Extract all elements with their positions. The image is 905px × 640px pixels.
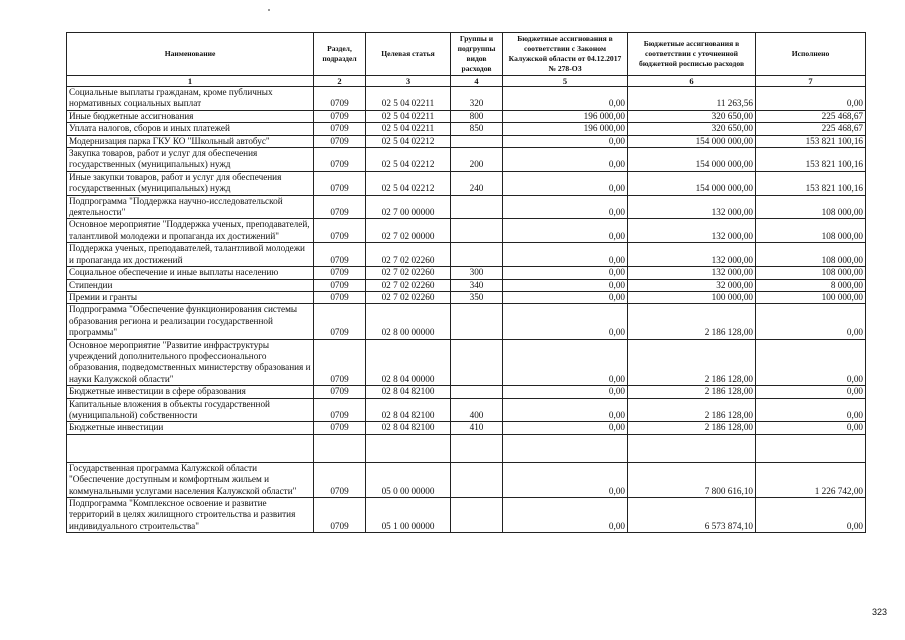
table-row <box>67 304 866 339</box>
cell-section: 0709 <box>314 291 366 303</box>
col-number: 3 <box>366 76 451 87</box>
cell-target: 02 8 04 82100 <box>366 398 451 422</box>
col-number: 7 <box>756 76 866 87</box>
cell-section: 0709 <box>314 148 366 172</box>
cell-refined: 132 000,00 <box>628 267 756 279</box>
cell-law: 0,00 <box>503 195 628 219</box>
cell-section: 0709 <box>314 195 366 219</box>
cell-refined: 132 000,00 <box>628 219 756 243</box>
column-number-row <box>67 76 866 87</box>
table-row <box>67 110 866 122</box>
cell-executed: 8 000,00 <box>756 279 866 291</box>
cell-target: 02 5 04 02211 <box>366 110 451 122</box>
cell-target: 02 8 00 00000 <box>366 304 451 339</box>
cell-name: Закупка товаров, работ и услуг для обеспечения государственных (муниципальных) нужд <box>67 148 314 172</box>
cell-executed: 108 000,00 <box>756 195 866 219</box>
cell-group: 340 <box>451 279 503 291</box>
cell-law: 0,00 <box>503 386 628 398</box>
table-row <box>67 195 866 219</box>
table-row <box>67 171 866 195</box>
cell-name: Поддержка ученых, преподавателей, талантливой молодежи и пропаганда их достижений <box>67 243 314 267</box>
cell-name: Стипендии <box>67 279 314 291</box>
cell-law: 196 000,00 <box>503 110 628 122</box>
cell-target: 02 5 04 02212 <box>366 171 451 195</box>
cell-target: 02 7 02 02260 <box>366 279 451 291</box>
cell-section: 0709 <box>314 110 366 122</box>
cell-name: Премии и гранты <box>67 291 314 303</box>
spacer-cell <box>314 434 366 462</box>
cell-name: Социальное обеспечение и иные выплаты населению <box>67 267 314 279</box>
cell-executed: 100 000,00 <box>756 291 866 303</box>
cell-group <box>451 498 503 533</box>
table-row <box>67 498 866 533</box>
cell-law: 0,00 <box>503 87 628 111</box>
table-row <box>67 267 866 279</box>
cell-section: 0709 <box>314 462 366 497</box>
cell-executed: 0,00 <box>756 422 866 434</box>
cell-section: 0709 <box>314 123 366 135</box>
spacer-cell <box>628 434 756 462</box>
cell-section: 0709 <box>314 87 366 111</box>
header-row <box>67 33 866 76</box>
col-number: 5 <box>503 76 628 87</box>
cell-target: 02 8 04 00000 <box>366 339 451 386</box>
cell-executed: 0,00 <box>756 398 866 422</box>
cell-refined: 132 000,00 <box>628 243 756 267</box>
table-row <box>67 219 866 243</box>
table-row <box>67 339 866 386</box>
cell-name: Социальные выплаты гражданам, кроме публичных нормативных социальных выплат <box>67 87 314 111</box>
table-row <box>67 386 866 398</box>
cell-name: Государственная программа Калужской области "Обеспечение доступным и комфортным жильем и коммунальными услугами населения Калужской области" <box>67 462 314 497</box>
cell-law: 0,00 <box>503 243 628 267</box>
spacer-cell <box>756 434 866 462</box>
cell-law: 0,00 <box>503 291 628 303</box>
cell-target: 02 7 02 02260 <box>366 267 451 279</box>
cell-section: 0709 <box>314 422 366 434</box>
cell-name: Подпрограмма "Обеспечение функционирования системы образования региона и реализации государственной программы" <box>67 304 314 339</box>
table-row <box>67 291 866 303</box>
cell-section: 0709 <box>314 243 366 267</box>
cell-name: Бюджетные инвестиции в сфере образования <box>67 386 314 398</box>
cell-group <box>451 195 503 219</box>
cell-law: 0,00 <box>503 279 628 291</box>
cell-executed: 108 000,00 <box>756 243 866 267</box>
cell-group <box>451 462 503 497</box>
scan-speck <box>268 9 270 11</box>
cell-target: 02 5 04 02211 <box>366 123 451 135</box>
cell-refined: 6 573 874,10 <box>628 498 756 533</box>
cell-target: 02 7 00 00000 <box>366 195 451 219</box>
cell-target: 02 8 04 82100 <box>366 386 451 398</box>
cell-executed: 225 468,67 <box>756 123 866 135</box>
cell-group: 410 <box>451 422 503 434</box>
cell-section: 0709 <box>314 398 366 422</box>
cell-refined: 320 650,00 <box>628 110 756 122</box>
cell-refined: 2 186 128,00 <box>628 304 756 339</box>
cell-refined: 100 000,00 <box>628 291 756 303</box>
cell-target: 05 0 00 00000 <box>366 462 451 497</box>
table-body <box>67 87 866 533</box>
cell-target: 02 7 02 02260 <box>366 291 451 303</box>
cell-group: 350 <box>451 291 503 303</box>
budget-table <box>66 32 866 533</box>
cell-name: Бюджетные инвестиции <box>67 422 314 434</box>
table-row <box>67 148 866 172</box>
col-number: 1 <box>67 76 314 87</box>
cell-group: 300 <box>451 267 503 279</box>
col-number: 6 <box>628 76 756 87</box>
cell-name: Основное мероприятие "Поддержка ученых, преподавателей, талантливой молодежи и пропаганда их достижений" <box>67 219 314 243</box>
cell-executed: 153 821 100,16 <box>756 135 866 147</box>
table-row <box>67 398 866 422</box>
cell-group <box>451 339 503 386</box>
spacer-cell <box>503 434 628 462</box>
cell-section: 0709 <box>314 304 366 339</box>
cell-refined: 154 000 000,00 <box>628 135 756 147</box>
cell-executed: 108 000,00 <box>756 219 866 243</box>
table-row <box>67 243 866 267</box>
col-header-groups: Группы и подгруппы видов расходов <box>451 33 503 76</box>
cell-law: 0,00 <box>503 398 628 422</box>
cell-law: 0,00 <box>503 462 628 497</box>
cell-group: 400 <box>451 398 503 422</box>
cell-executed: 0,00 <box>756 304 866 339</box>
cell-section: 0709 <box>314 498 366 533</box>
cell-law: 0,00 <box>503 339 628 386</box>
cell-law: 0,00 <box>503 498 628 533</box>
cell-target: 02 7 02 00000 <box>366 219 451 243</box>
spacer-cell <box>67 434 314 462</box>
table-row <box>67 123 866 135</box>
cell-name: Основное мероприятие "Развитие инфраструктуры учреждений дополнительного профессионального образования, подведомственных министерству образования и науки Калужской области" <box>67 339 314 386</box>
col-header-target: Целевая статья <box>366 33 451 76</box>
cell-target: 02 7 02 02260 <box>366 243 451 267</box>
cell-name: Капитальные вложения в объекты государственной (муниципальной) собственности <box>67 398 314 422</box>
cell-group: 320 <box>451 87 503 111</box>
cell-law: 0,00 <box>503 135 628 147</box>
cell-target: 02 5 04 02212 <box>366 148 451 172</box>
table-row <box>67 422 866 434</box>
cell-executed: 0,00 <box>756 498 866 533</box>
cell-refined: 2 186 128,00 <box>628 422 756 434</box>
col-header-law: Бюджетные ассигнования в соответствии с Законом Калужской области от 04.12.2017 № 278-ОЗ <box>503 33 628 76</box>
cell-law: 0,00 <box>503 304 628 339</box>
cell-name: Иные бюджетные ассигнования <box>67 110 314 122</box>
cell-refined: 2 186 128,00 <box>628 386 756 398</box>
col-header-refined: Бюджетные ассигнования в соответствии с уточненной бюджетной росписью расходов <box>628 33 756 76</box>
cell-law: 0,00 <box>503 171 628 195</box>
cell-section: 0709 <box>314 339 366 386</box>
cell-refined: 2 186 128,00 <box>628 398 756 422</box>
cell-refined: 132 000,00 <box>628 195 756 219</box>
cell-executed: 108 000,00 <box>756 267 866 279</box>
spacer-cell <box>451 434 503 462</box>
table-row <box>67 87 866 111</box>
cell-law: 0,00 <box>503 422 628 434</box>
cell-law: 0,00 <box>503 148 628 172</box>
spacer-row <box>67 434 866 462</box>
cell-refined: 7 800 616,10 <box>628 462 756 497</box>
cell-section: 0709 <box>314 267 366 279</box>
cell-executed: 153 821 100,16 <box>756 148 866 172</box>
cell-name: Уплата налогов, сборов и иных платежей <box>67 123 314 135</box>
cell-name: Модернизация парка ГКУ КО "Школьный автобус" <box>67 135 314 147</box>
cell-refined: 154 000 000,00 <box>628 148 756 172</box>
cell-refined: 154 000 000,00 <box>628 171 756 195</box>
cell-group: 240 <box>451 171 503 195</box>
cell-name: Подпрограмма "Поддержка научно-исследовательской деятельности" <box>67 195 314 219</box>
table-row <box>67 462 866 497</box>
col-header-section: Раздел, подраздел <box>314 33 366 76</box>
cell-section: 0709 <box>314 171 366 195</box>
table-row <box>67 135 866 147</box>
cell-name: Иные закупки товаров, работ и услуг для обеспечения государственных (муниципальных) нужд <box>67 171 314 195</box>
cell-group <box>451 243 503 267</box>
cell-law: 196 000,00 <box>503 123 628 135</box>
cell-executed: 153 821 100,16 <box>756 171 866 195</box>
cell-section: 0709 <box>314 219 366 243</box>
cell-target: 02 8 04 82100 <box>366 422 451 434</box>
cell-section: 0709 <box>314 279 366 291</box>
cell-refined: 32 000,00 <box>628 279 756 291</box>
cell-executed: 0,00 <box>756 339 866 386</box>
cell-executed: 0,00 <box>756 87 866 111</box>
cell-target: 05 1 00 00000 <box>366 498 451 533</box>
cell-executed: 0,00 <box>756 386 866 398</box>
cell-target: 02 5 04 02212 <box>366 135 451 147</box>
cell-executed: 1 226 742,00 <box>756 462 866 497</box>
cell-group <box>451 135 503 147</box>
cell-group <box>451 219 503 243</box>
cell-refined: 11 263,56 <box>628 87 756 111</box>
cell-executed: 225 468,67 <box>756 110 866 122</box>
cell-law: 0,00 <box>503 219 628 243</box>
cell-target: 02 5 04 02211 <box>366 87 451 111</box>
cell-refined: 320 650,00 <box>628 123 756 135</box>
cell-section: 0709 <box>314 386 366 398</box>
cell-refined: 2 186 128,00 <box>628 339 756 386</box>
col-number: 4 <box>451 76 503 87</box>
table-row <box>67 279 866 291</box>
cell-group: 850 <box>451 123 503 135</box>
cell-law: 0,00 <box>503 267 628 279</box>
col-header-executed: Исполнено <box>756 33 866 76</box>
col-header-name: Наименование <box>67 33 314 76</box>
col-number: 2 <box>314 76 366 87</box>
cell-group: 800 <box>451 110 503 122</box>
cell-name: Подпрограмма "Комплексное освоение и развитие территорий в целях жилищного строительства и развития индивидуального строительства" <box>67 498 314 533</box>
cell-group: 200 <box>451 148 503 172</box>
spacer-cell <box>366 434 451 462</box>
page-number: 323 <box>872 607 888 617</box>
cell-section: 0709 <box>314 135 366 147</box>
cell-group <box>451 304 503 339</box>
cell-group <box>451 386 503 398</box>
